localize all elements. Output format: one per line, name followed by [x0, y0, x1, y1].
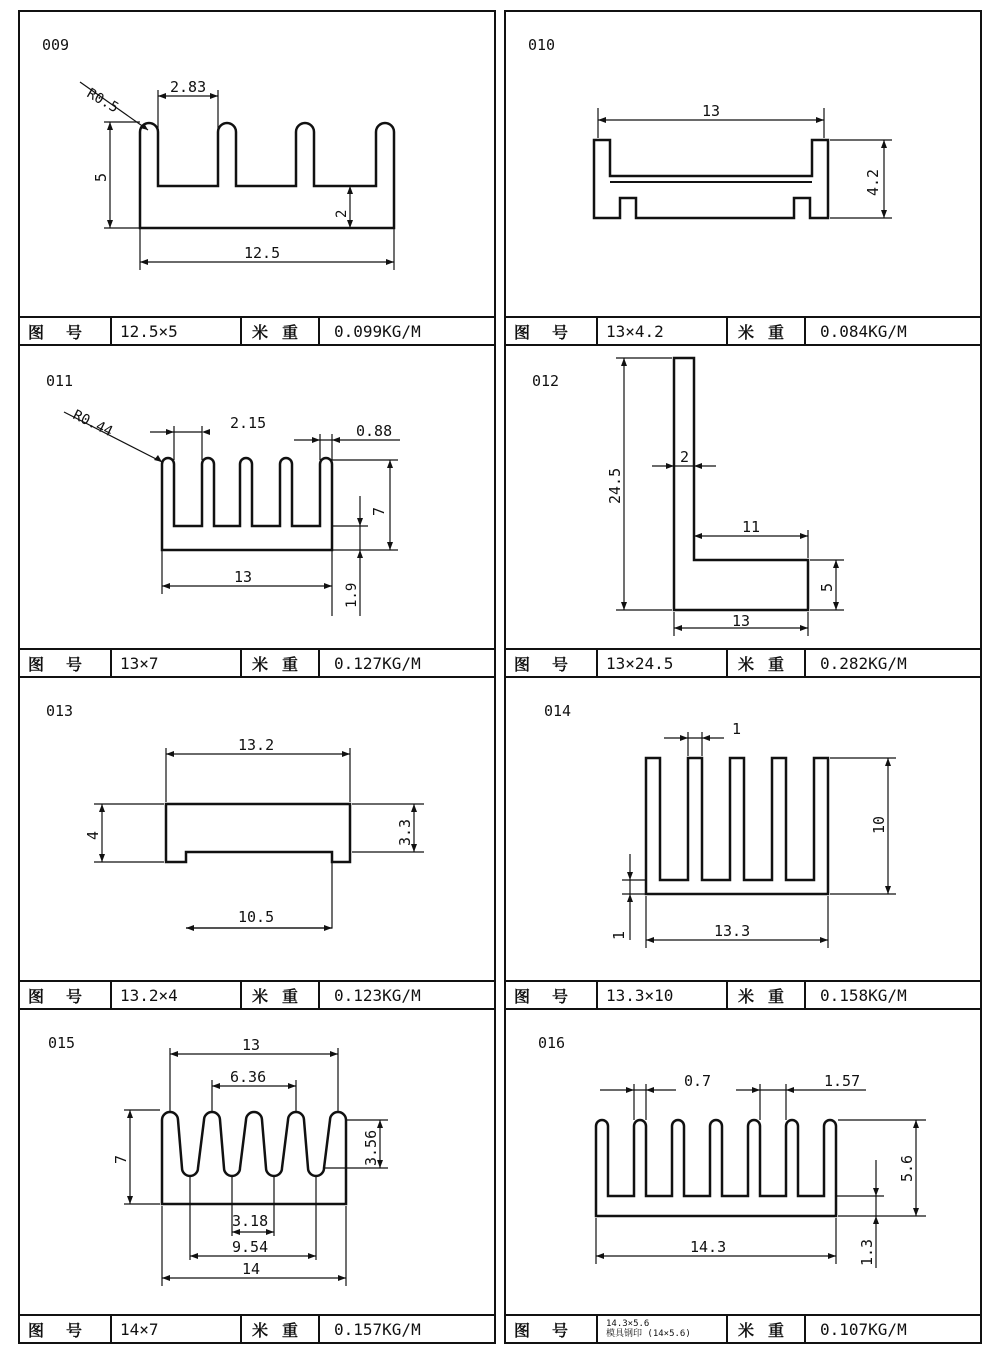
weight-label: 米重 [242, 650, 320, 676]
profile-drawing-016 [506, 1010, 980, 1316]
figure-no-value: 14×7 [112, 1316, 242, 1342]
weight-label: 米重 [728, 318, 806, 344]
weight-value: 0.157KG/M [334, 1319, 421, 1339]
panel-id: 012 [532, 372, 560, 390]
weight-value: 0.084KG/M [820, 321, 907, 341]
dim-base: 1 [610, 930, 628, 940]
profile-drawing-009 [20, 12, 494, 318]
dim-radius: R0.5 [84, 85, 122, 117]
size-line: 14.3×5.6 [606, 1319, 650, 1329]
weight-value: 0.099KG/M [334, 321, 421, 341]
panel-010 [504, 10, 982, 346]
profile-drawing-011 [20, 346, 494, 650]
dim-gap: 2.83 [170, 78, 207, 96]
dim-height: 5.6 [898, 1154, 916, 1182]
dim-span: 9.54 [232, 1238, 269, 1256]
figure-no-value: 13×24.5 [598, 650, 728, 676]
title-block [506, 1314, 980, 1342]
dim-pitch: 3.18 [232, 1212, 269, 1230]
panel-012 [504, 344, 982, 678]
dim-inner: 11 [742, 518, 761, 536]
heatsink-profile [162, 458, 332, 550]
figure-no-label: 图号 [506, 318, 598, 344]
dim-height: 7 [370, 506, 388, 516]
dim-width: 13 [702, 102, 721, 120]
figure-no-label: 图号 [20, 982, 112, 1008]
weight-label: 米重 [242, 318, 320, 344]
dim-fin: 1 [732, 720, 742, 738]
heatsink-profile [646, 758, 828, 894]
dim-inner: 6.36 [230, 1068, 267, 1086]
dim-base: 1.9 [344, 582, 360, 608]
dim-gap: 2.15 [230, 414, 267, 432]
heatsink-profile [596, 1120, 836, 1216]
dim-height: 4.2 [864, 168, 882, 196]
title-block [20, 980, 494, 1008]
dim-top-width: 13.2 [238, 736, 275, 754]
panel-id: 016 [538, 1034, 566, 1052]
panel-016 [504, 1008, 982, 1344]
weight-value: 0.123KG/M [334, 985, 421, 1005]
profile-drawing-013 [20, 678, 494, 982]
dim-height: 10 [870, 815, 888, 834]
figure-no-label: 图号 [506, 982, 598, 1008]
dim-foot: 5 [818, 582, 836, 592]
heatsink-profile [140, 123, 394, 228]
dim-width: 13 [732, 612, 751, 630]
dim-radius: R0.44 [70, 407, 116, 441]
dim-width: 13.3 [714, 922, 751, 940]
dim-width: 14.3 [690, 1238, 727, 1256]
title-block [20, 316, 494, 344]
dim-thickness: 2 [680, 448, 690, 466]
figure-no-value: 13×4.2 [598, 318, 728, 344]
size-note: 模具钢印 (14×5.6) [606, 1329, 691, 1339]
panel-id: 014 [544, 702, 572, 720]
panel-014 [504, 676, 982, 1010]
weight-label: 米重 [242, 982, 320, 1008]
dim-base: 2 [334, 209, 350, 218]
title-block [20, 1314, 494, 1342]
dim-fin: 3.56 [362, 1129, 380, 1166]
dim-gap: 1.57 [824, 1072, 861, 1090]
dim-height: 4 [84, 830, 102, 840]
title-block [506, 648, 980, 676]
figure-no-label: 图号 [20, 650, 112, 676]
dim-base: 1.3 [858, 1238, 876, 1266]
dim-height: 24.5 [606, 467, 624, 504]
panel-id: 011 [46, 372, 74, 390]
title-block [506, 316, 980, 344]
profile-drawing-014 [506, 678, 980, 982]
figure-no-label: 图号 [20, 1316, 112, 1342]
weight-value: 0.282KG/M [820, 653, 907, 673]
panel-011 [18, 344, 496, 678]
figure-no-label: 图号 [20, 318, 112, 344]
panel-id: 015 [48, 1034, 76, 1052]
profile-drawing-012 [506, 346, 980, 650]
figure-no-value: 13.3×10 [598, 982, 728, 1008]
figure-no-label: 图号 [506, 650, 598, 676]
panel-id: 013 [46, 702, 74, 720]
angle-profile [674, 358, 808, 610]
dim-width: 12.5 [244, 244, 281, 262]
dim-width: 13 [234, 568, 253, 586]
figure-no-value: 13.2×4 [112, 982, 242, 1008]
plate-profile [166, 804, 350, 862]
weight-label: 米重 [728, 1316, 806, 1342]
figure-no-value: 13×7 [112, 650, 242, 676]
dim-fin: 0.7 [684, 1072, 712, 1090]
dim-height: 5 [92, 172, 110, 182]
weight-value: 0.127KG/M [334, 653, 421, 673]
weight-value: 0.107KG/M [820, 1319, 907, 1339]
dim-width: 14 [242, 1260, 261, 1278]
weight-label: 米重 [242, 1316, 320, 1342]
dim-bottom-width: 10.5 [238, 908, 275, 926]
title-block [20, 648, 494, 676]
panel-013 [18, 676, 496, 1010]
weight-value: 0.158KG/M [820, 985, 907, 1005]
channel-profile [594, 140, 828, 218]
figure-no-value [598, 1316, 728, 1342]
weight-label: 米重 [728, 982, 806, 1008]
profile-drawing-015 [20, 1010, 494, 1316]
weight-label: 米重 [728, 650, 806, 676]
dim-height: 7 [112, 1154, 130, 1164]
title-block [506, 980, 980, 1008]
panel-009 [18, 10, 496, 346]
panel-015 [18, 1008, 496, 1344]
panel-id: 009 [42, 36, 70, 54]
profile-drawing-010 [506, 12, 980, 318]
dim-top: 13 [242, 1036, 261, 1054]
figure-no-value: 12.5×5 [112, 318, 242, 344]
figure-no-label: 图号 [506, 1316, 598, 1342]
panel-id: 010 [528, 36, 556, 54]
dim-fin: 0.88 [356, 422, 393, 440]
dim-step: 3.3 [396, 818, 414, 846]
